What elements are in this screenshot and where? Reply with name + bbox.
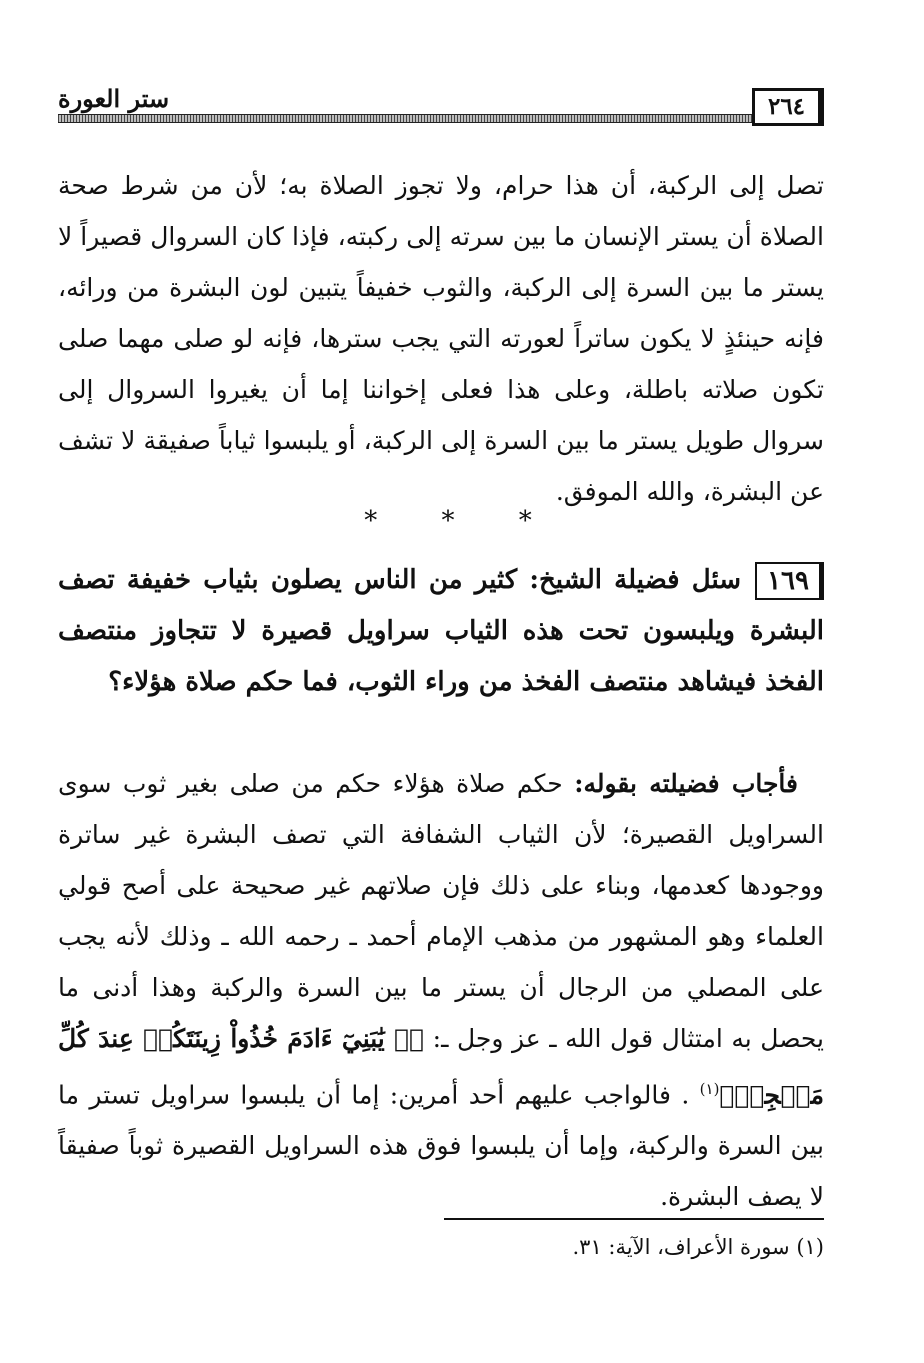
header-rule bbox=[58, 114, 754, 123]
quran-verse: ﴿۞ يَٰبَنِيٓ ءَادَمَ خُذُواْ زِينَتَكُمۡ عِندَ كُلِّ مَسۡجِدٖ﴾ bbox=[58, 1024, 824, 1110]
page-header bbox=[58, 84, 824, 132]
footnote-rule bbox=[444, 1218, 824, 1220]
section-separator: * * * bbox=[364, 506, 560, 536]
paragraph-continuation: تصل إلى الركبة، أن هذا حرام، ولا تجوز الصلاة به؛ لأن من شرط صحة الصلاة أن يستر الإنسان ما بين سرته إلى ركبته، فإذا كان السروال قصيراً لا يستر ما بين السرة إلى الركبة، والثوب خفيفاً يتبين لون البشرة من ورائه، فإنه حينئذٍ لا يكون ساتراً لعورته التي يجب سترها، فإنه لو صلى مهما صلى تكون صلاته باطلة، وعلى هذا فعلى إخواننا إما أن يغيروا السروال إلى سروال طويل يستر ما بين السرة إلى الركبة، أو يلبسوا ثياباً صفيقة لا تشف عن البشرة، والله الموفق. bbox=[58, 171, 824, 506]
question-text: سئل فضيلة الشيخ: كثير من الناس يصلون بثياب خفيفة تصف البشرة ويلبسون تحت هذه الثياب سراويل قصيرة لا تتجاوز منتصف الفخذ فيشاهد منتصف الفخذ من وراء الثوب، فما حكم صلاة هؤلاء؟ bbox=[58, 565, 824, 697]
answer-text-after-verse: . فالواجب عليهم أحد أمرين: إما أن يلبسوا سراويل تستر ما بين السرة والركبة، وإما أن يلبسوا فوق هذه السراويل القصيرة ثوباً صفيقاً لا يصف البشرة. bbox=[58, 1080, 824, 1212]
question-number: ١٦٩ bbox=[755, 562, 824, 600]
answer-block bbox=[58, 758, 824, 1222]
footnote-reference: (١) bbox=[699, 1080, 720, 1098]
running-title: ستر العورة bbox=[58, 84, 170, 113]
page-number: ٢٦٤ bbox=[752, 88, 824, 126]
footnote: (١) سورة الأعراف، الآية: ٣١. bbox=[572, 1235, 824, 1259]
answer-text-before-verse: حكم صلاة هؤلاء حكم من صلى بغير ثوب سوى السراويل القصيرة؛ لأن الثياب الشفافة التي تصف البشرة غير ساترة ووجودها كعدمها، وبناء على ذلك فإن صلاتهم غير صحيحة على أصح قولي العلماء وهو المشهور من مذهب الإمام أحمد ـ رحمه الله ـ وذلك لأنه يجب على المصلي من الرجال أن يستر ما بين السرة والركبة وهذا أدنى ما يحصل به امتثال قول الله ـ عز وجل ـ: bbox=[58, 769, 824, 1053]
answer-lead: فأجاب فضيلته بقوله: bbox=[574, 769, 799, 798]
question-block bbox=[58, 555, 824, 708]
